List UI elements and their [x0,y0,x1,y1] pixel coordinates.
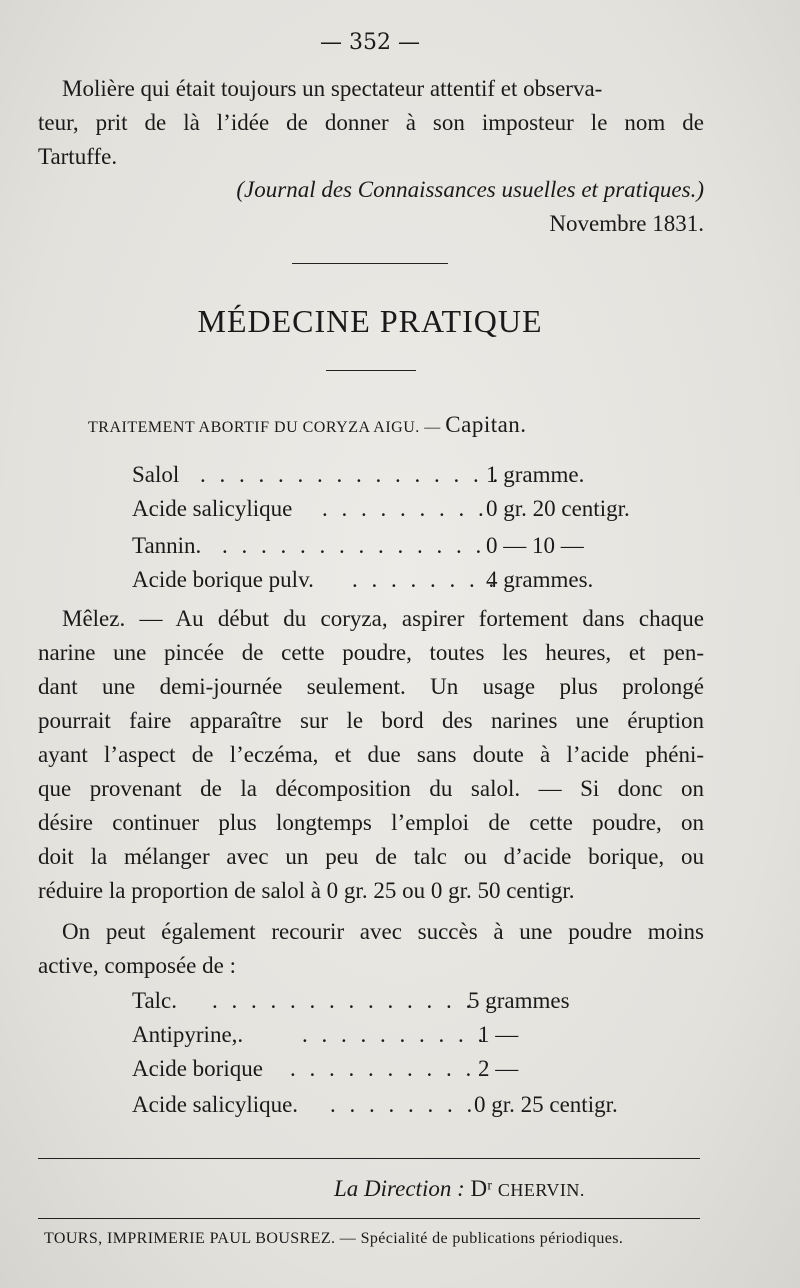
imprint: TOURS, IMPRIMERIE PAUL BOUSREZ. — Spécialité de publications périodiques. [44,1230,624,1247]
recipe-2-item-qty: 0 gr. 25 centigr. [474,1092,618,1117]
citation: (Journal des Connaissances usuelles et pratiques.) [236,177,704,202]
para1-line: réduire la proportion de salol à 0 gr. 25 ou 0 gr. 50 centigr. [38,878,575,903]
citation-date: Novembre 1831. [549,211,704,236]
subheading-author: Capitan. [445,412,527,437]
recipe-2-item-qty: 5 grammes [468,988,570,1013]
recipe-1-item-name: Acide borique pulv. [132,567,314,592]
para2-line [38,915,704,949]
page-number: — 352 — [320,30,420,55]
instructions-paragraph [38,602,704,908]
para1-line [38,602,704,636]
signature-name: CHERVIN. [497,1180,585,1200]
para1-line: doit la mélanger avec un peu de talc ou d’acide borique, ou [38,844,704,869]
leader-dots: . . . . . . . . . . [290,1056,476,1081]
para1-line: ayant l’aspect de l’eczéma, et due sans doute à l’acide phéni- [38,742,704,767]
leader-dots: . . . . . . . . . . [302,1022,488,1047]
leader-dots: . . . . . . . . [330,1092,477,1117]
recipe-2-item-qty: 2 — [478,1056,519,1081]
recipe-1-item-qty: 1 gramme. [486,462,585,487]
subheading [88,412,527,438]
recipe-2-item-qty: 1 — [478,1022,519,1047]
signature-label: La Direction : [334,1176,465,1201]
leader-dots: . . . . . . . . . . . . . . [222,533,486,558]
leader-dots: . . . . . . . . . [322,496,488,521]
para1-line: désire continuer plus longtemps l’emploi de cette poudre, on [38,810,704,835]
leader-dots: . . . . . . . . . . . . . . . [212,988,495,1013]
leader-dots: . . . . . . . . . . . . . . . . [200,462,503,487]
recipe-2-item-name: Talc. [132,988,178,1013]
intro-line-1 [38,72,704,106]
para1-line: que provenant de la décomposition du salol. — Si donc on [38,776,704,801]
recipe-1-item-name: Salol [132,462,180,487]
recipe-1-item-name: Tannin. [132,533,202,558]
recipe-2-item-name: Acide borique [132,1056,263,1081]
para1-line: pourrait faire apparaître sur le bord des narines une éruption [38,708,704,733]
para2-line-text: On peut également recourir avec succès à une poudre moins [62,919,704,944]
subheading-text: TRAITEMENT ABORTIF DU CORYZA AIGU. — [88,419,441,436]
recipe-2-item-name: Acide salicylique. [132,1092,299,1117]
signature [334,1176,585,1202]
intro-line-2: teur, prit de là l’idée de donner à son imposteur le nom de [38,110,704,135]
divider-footer [38,1158,700,1159]
divider-imprint [38,1218,700,1219]
divider-title [326,370,416,371]
alternative-paragraph [38,915,704,983]
recipe-2-item-name: Antipyrine,. [132,1022,244,1047]
intro-paragraph [38,72,704,174]
para2-line: active, composée de : [38,953,236,978]
para1-line-text: Mêlez. — Au début du coryza, aspirer fortement dans chaque [62,606,704,631]
para1-line: narine une pincée de cette poudre, toutes les heures, et pen- [38,640,704,665]
recipe-1-item-name: Acide salicylique [132,496,293,521]
para1-line: dant une demi-journée seulement. Un usage plus prolongé [38,674,704,699]
divider-top [292,263,448,264]
intro-line-1-text: Molière qui était toujours un spectateur attentif et observa- [62,76,603,101]
recipe-1-item-qty: 4 grammes. [486,567,594,592]
recipe-1-item-qty: 0 — 10 — [486,533,584,558]
intro-line-3: Tartuffe. [38,144,118,169]
recipe-1-item-qty: 0 gr. 20 centigr. [486,496,630,521]
leader-dots: . . . . . . . . [352,567,499,592]
section-title: MÉDECINE PRATIQUE [197,303,543,339]
signature-prefix: Dʳ [470,1176,493,1201]
